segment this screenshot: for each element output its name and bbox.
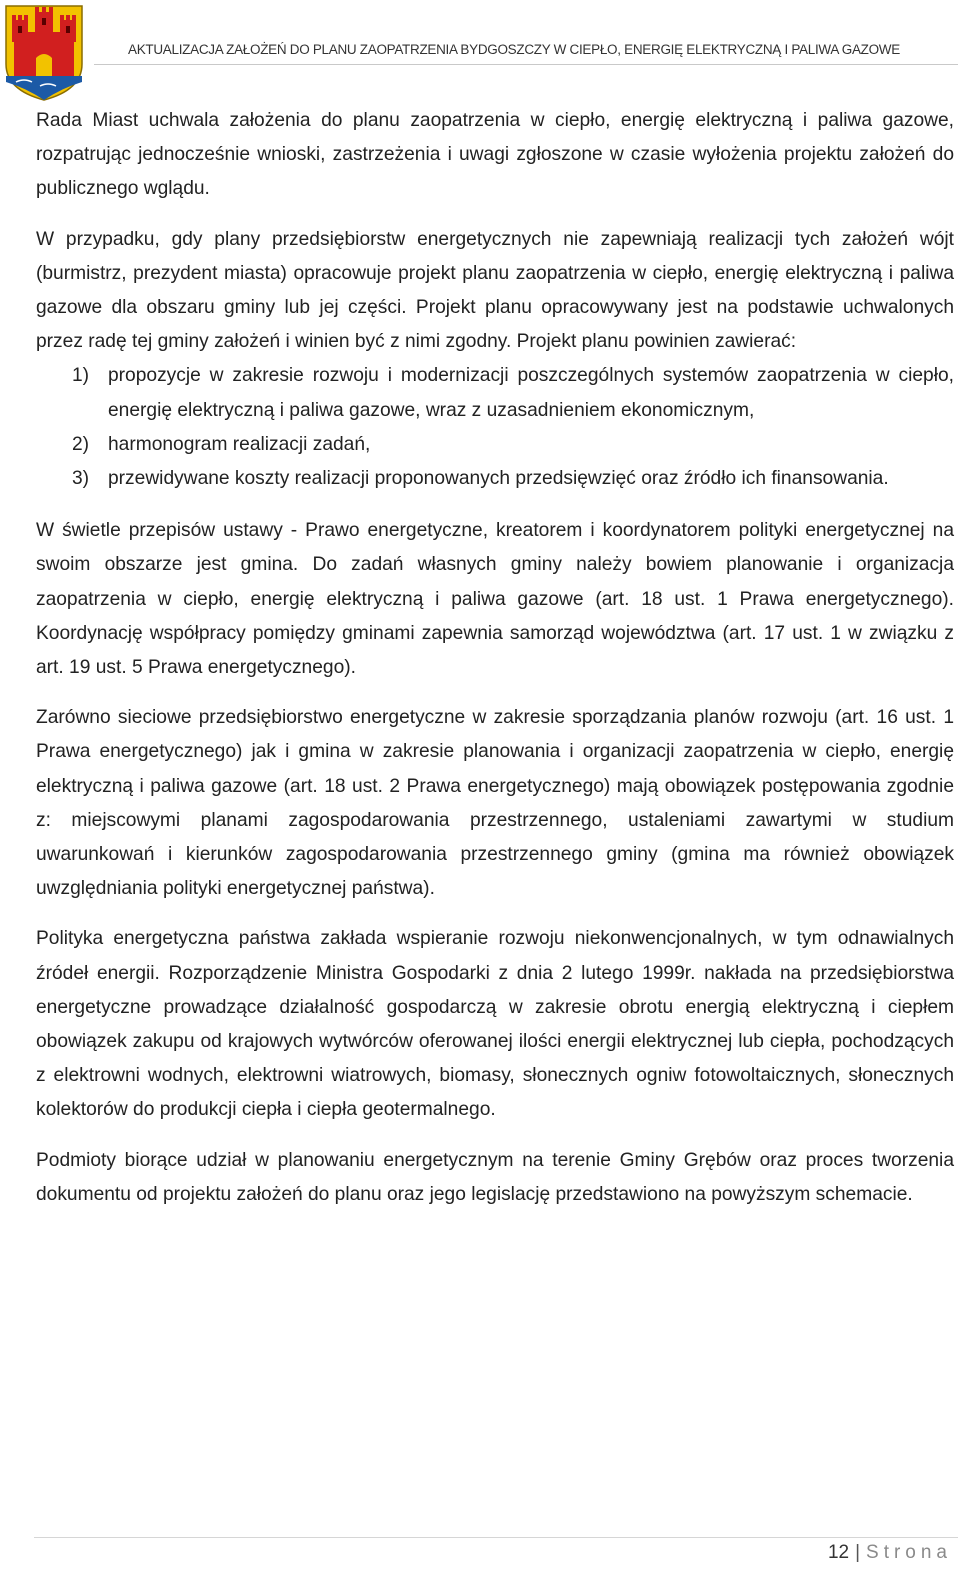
page-word: Strona (866, 1542, 952, 1563)
list-item-text: harmonogram realizacji zadań, (108, 433, 371, 455)
list-item-text: przewidywane koszty realizacji proponowanych przedsięwzięć oraz źródło ich finansowania. (108, 468, 889, 490)
paragraph-5: Polityka energetyczna państwa zakłada wspieranie rozwoju niekonwencjonalnych, w tym odnawialnych źródeł energii. Rozporządzenie Ministra Gospodarki z dnia 2 lutego 1999r. nakłada na przedsiębiorstwa energetyczne prowadzące działalność gospodarczą w zakresie obrotu energią elektryczną i ciepłem obowiązek zakupu od krajowych wytwórców oferowanej ilości energii elektrycznej lub ciepła, pochodzących z elektrowni wodnych, elektrowni wiatrowych, biomasy, słonecznych ogniw fotowoltaicznych, słonecznych kolektorów do produkcji ciepła i ciepła geotermalnego. (36, 928, 954, 1121)
list-item (36, 462, 954, 496)
list-item (36, 359, 954, 427)
paragraph-2: W przypadku, gdy plany przedsiębiorstw energetycznych nie zapewniają realizacji tych założeń wójt (burmistrz, prezydent miasta) opracowuje projekt planu zaopatrzenia w ciepło, energię elektryczną i paliwa gazowe dla obszaru gminy lub jej części. Projekt planu opracowywany jest na podstawie uchwalonych przez radę tej gminy założeń i winien być z nimi zgodny. Projekt planu powinien zawierać: (36, 228, 954, 353)
page-header (0, 0, 960, 100)
paragraph-4: Zarówno sieciowe przedsiębiorstwo energetyczne w zakresie sporządzania planów rozwoju (art. 16 ust. 1 Prawa energetycznego) jak i gmina w zakresie planowania i organizacji zaopatrzenia w ciepło, energię elektryczną i paliwa gazowe (art. 18 ust. 2 Prawa energetycznego) mają obowiązek postępowania zgodnie z: miejscowymi planami zagospodarowania przestrzennego, ustaleniami zawartymi w studium uwarunkowań i kierunków zagospodarowania przestrzennego gminy (gmina ma również obowiązek uwzględniania polityki energetycznej państwa). (36, 707, 954, 900)
list-item (36, 428, 954, 462)
page-footer (828, 1542, 952, 1568)
footer-divider (34, 1537, 958, 1538)
header-divider (94, 64, 958, 65)
paragraph-3: W świetle przepisów ustawy - Prawo energetyczne, kreatorem i koordynatorem polityki energetycznej na swoim obszarze jest gmina. Do zadań własnych gminy należy bowiem planowanie i organizacja zaopatrzenia w ciepło, energię elektryczną i paliwa gazowe (art. 18 ust. 1 Prawa energetycznego). Koordynację współpracy pomiędzy gminami zapewnia samorząd województwa (art. 17 ust. 1 w związku z art. 19 ust. 5 Prawa energetycznego). (36, 520, 954, 679)
list-item-text: propozycje w zakresie rozwoju i modernizacji poszczególnych systemów zaopatrzenia w ciepło, energię elektryczną i paliwa gazowe, wraz z uzasadnieniem ekonomicznym, (108, 365, 954, 421)
page-number: 12 (827, 1542, 850, 1563)
list-item-number: 3) (72, 468, 90, 490)
document-body (36, 104, 954, 1228)
paragraph-1: Rada Miast uchwala założenia do planu zaopatrzenia w ciepło, energię elektryczną i paliwa gazowe, rozpatrując jednocześnie wnioski, zastrzeżenia i uwagi zgłoszone w czasie wyłożenia projektu założeń do publicznego wglądu. (36, 110, 954, 200)
paragraph-6: Podmioty biorące udział w planowaniu energetycznym na terenie Gminy Grębów oraz proces tworzenia dokumentu od projektu założeń do planu oraz jego legislację przedstawiono na powyższym schemacie. (36, 1149, 954, 1205)
bydgoszcz-coat-of-arms-icon (2, 2, 86, 102)
list-item-number: 1) (72, 365, 90, 387)
list-item-number: 2) (72, 433, 90, 455)
footer-separator: | (855, 1542, 861, 1563)
document-running-title: AKTUALIZACJA ZAŁOŻEŃ DO PLANU ZAOPATRZENIA BYDGOSZCZY W CIEPŁO, ENERGIĘ ELEKTRYCZNĄ I PALIWA GAZOWE (128, 42, 900, 57)
plan-contents-list (36, 359, 954, 496)
